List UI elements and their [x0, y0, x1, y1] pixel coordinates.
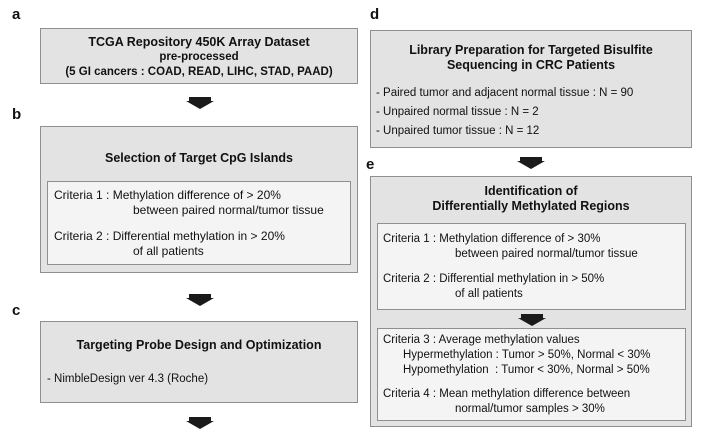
- hypermethylation-rule: Hypermethylation : Tumor > 50%, Normal < 30%: [403, 349, 651, 361]
- dmr-criteria-1-label: Criteria 1 :: [383, 233, 437, 245]
- dmr-criteria-4-text: Mean methylation difference between: [439, 388, 631, 400]
- panel-letter-d: d: [370, 6, 380, 23]
- dmr-criteria-4: [383, 387, 630, 402]
- dmr-criteria-1-text: Methylation difference of > 30%: [439, 233, 601, 245]
- panel-letter-a: a: [12, 6, 21, 23]
- dataset-cancers: (5 GI cancers : COAD, READ, LIHC, STAD, PAAD): [65, 66, 333, 78]
- criteria-2: [54, 229, 285, 244]
- dmr-title-2: Differentially Methylated Regions: [432, 199, 630, 213]
- dmr-criteria-2: [383, 272, 604, 287]
- dmr-identification-box: [370, 176, 692, 427]
- criteria-2-label: Criteria 2 :: [54, 229, 110, 243]
- criteria-2-text: Differential methylation in > 20%: [112, 229, 285, 243]
- dmr-criteria-3-text: Average methylation values: [438, 334, 580, 346]
- panel-letter-e: e: [366, 156, 375, 173]
- hypomethylation-rule: Hypomethylation : Tumor < 30%, Normal > 50%: [403, 364, 650, 376]
- criteria-1: [54, 188, 281, 203]
- dmr-criteria-4-label: Criteria 4 :: [383, 388, 437, 400]
- target-selection-box: [40, 126, 358, 273]
- dmr-criteria-3-label: Criteria 3 :: [383, 334, 437, 346]
- library-prep-title-2: Sequencing in CRC Patients: [446, 58, 616, 72]
- dmr-criteria-1: [383, 232, 600, 247]
- panel-letter-c: c: [12, 302, 21, 319]
- dmr-criteria-2-text: Differential methylation in > 50%: [439, 273, 605, 285]
- dmr-criteria-box-bottom: [377, 328, 686, 421]
- arrow-b-c-icon: [186, 298, 214, 306]
- library-prep-box: [370, 30, 692, 148]
- criteria-2-text-2: of all patients: [133, 244, 204, 258]
- sample-paired: - Paired tumor and adjacent normal tissue : N = 90: [376, 87, 634, 99]
- dataset-title: TCGA Repository 450K Array Dataset: [88, 35, 310, 49]
- arrow-c-next-icon: [186, 421, 214, 429]
- arrow-a-b-icon: [186, 101, 214, 109]
- dmr-criteria-3: [383, 333, 580, 348]
- probe-design-tool: - NimbleDesign ver 4.3 (Roche): [47, 373, 209, 385]
- dmr-criteria-box-top: [377, 223, 686, 310]
- dmr-criteria-4-text-2: normal/tumor samples > 30%: [455, 403, 605, 415]
- dmr-criteria-2-label: Criteria 2 :: [383, 273, 437, 285]
- dataset-box: [40, 28, 358, 84]
- probe-design-title: Targeting Probe Design and Optimization: [76, 338, 322, 352]
- criteria-1-text-2: between paired normal/tumor tissue: [133, 203, 324, 217]
- sample-unpaired-normal: - Unpaired normal tissue : N = 2: [376, 106, 539, 118]
- target-selection-title: Selection of Target CpG Islands: [105, 151, 293, 165]
- panel-letter-b: b: [12, 106, 22, 123]
- sample-unpaired-tumor: - Unpaired tumor tissue : N = 12: [376, 125, 540, 137]
- dmr-criteria-2-text-2: of all patients: [455, 288, 523, 300]
- criteria-1-label: Criteria 1 :: [54, 188, 110, 202]
- arrow-d-e-icon: [517, 161, 545, 169]
- arrow-e-inner-icon: [518, 318, 546, 326]
- criteria-1-text: Methylation difference of > 20%: [112, 188, 281, 202]
- dmr-criteria-1-text-2: between paired normal/tumor tissue: [455, 248, 638, 260]
- dataset-subtitle: pre-processed: [159, 51, 239, 63]
- probe-design-box: [40, 321, 358, 403]
- library-prep-title-1: Library Preparation for Targeted Bisulfite: [409, 43, 653, 57]
- target-criteria-box: [47, 181, 351, 265]
- dmr-title-1: Identification of: [484, 184, 578, 198]
